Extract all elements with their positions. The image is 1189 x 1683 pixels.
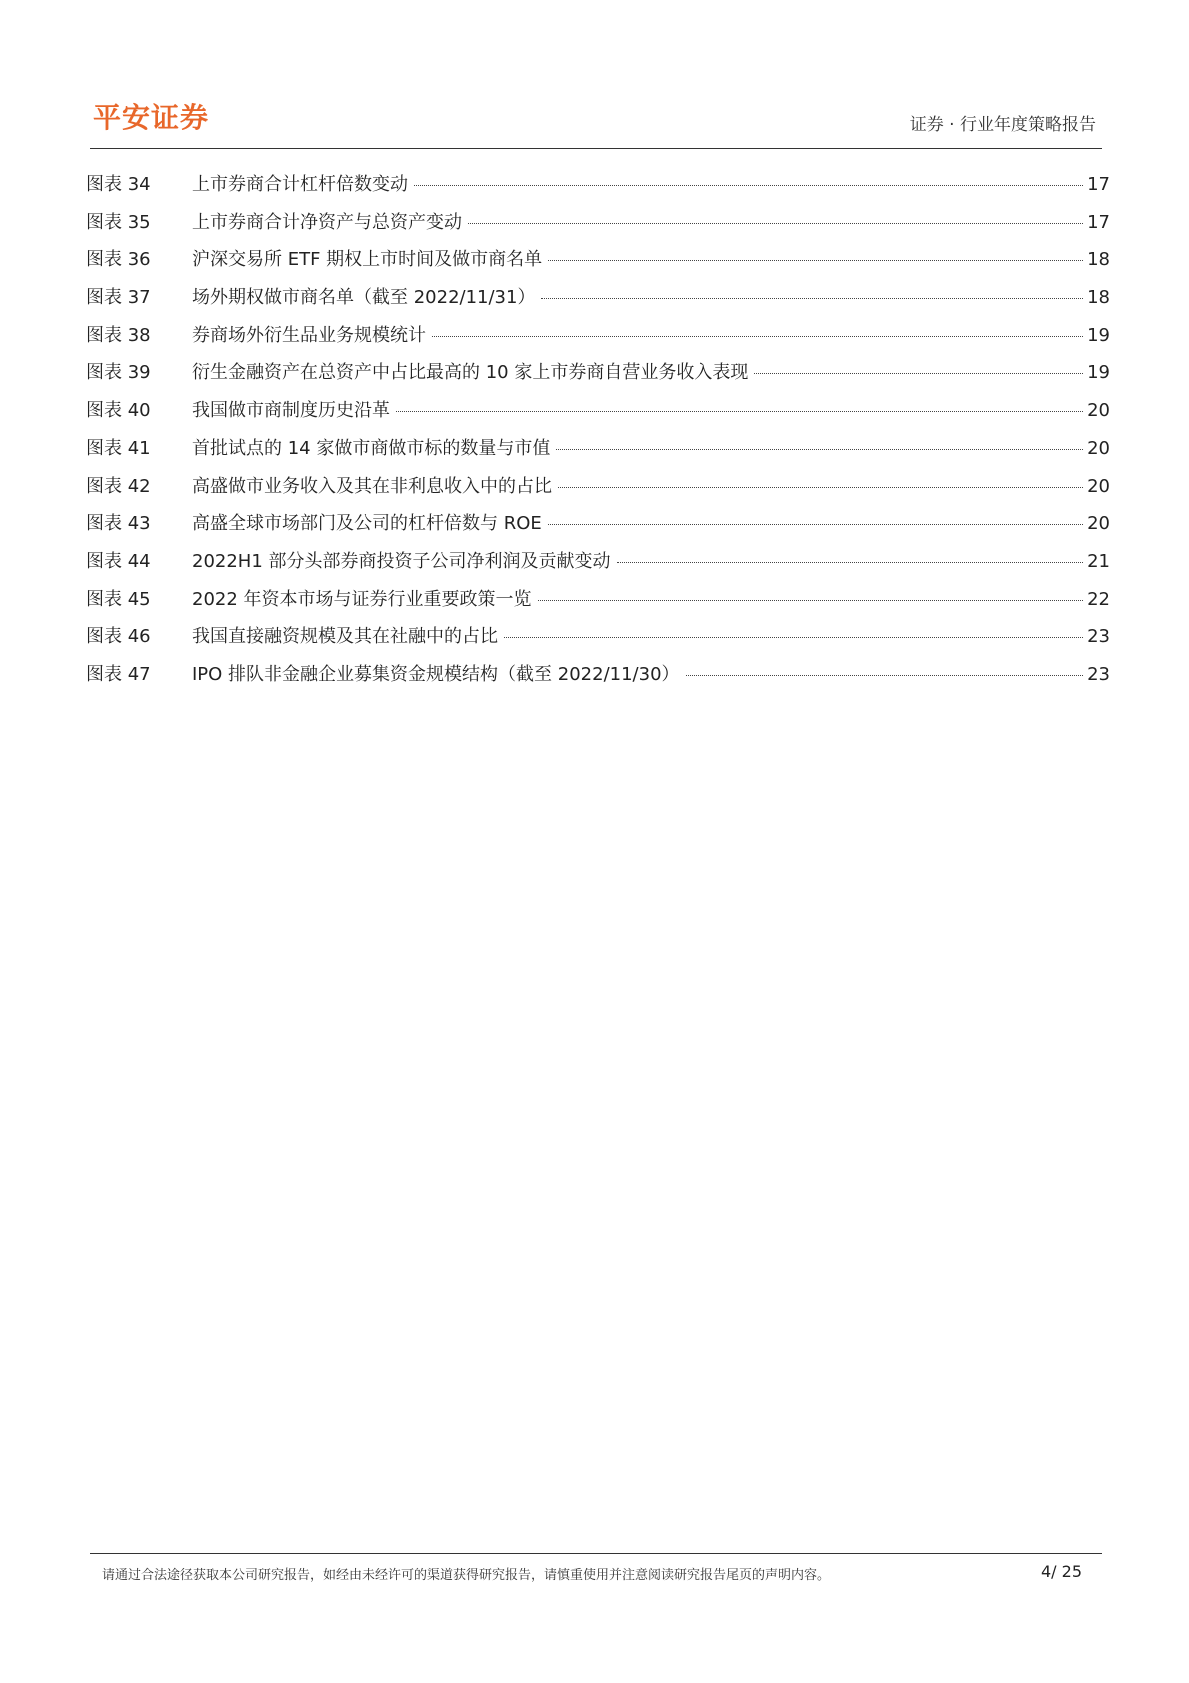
toc-dot-leader [548, 260, 1083, 261]
toc-entry-label: 图表 43 [86, 513, 151, 535]
toc-entry[interactable] [86, 509, 1110, 547]
toc-entry[interactable] [86, 622, 1110, 660]
toc-entry-page[interactable]: 17 [1087, 211, 1110, 233]
toc-entry-title[interactable]: 券商场外衍生品业务规模统计 [192, 324, 426, 346]
toc-entry-title[interactable]: 我国直接融资规模及其在社融中的占比 [192, 626, 498, 648]
toc-entry-page[interactable]: 17 [1087, 174, 1110, 195]
toc-entry-title[interactable]: 2022 年资本市场与证券行业重要政策一览 [192, 588, 532, 610]
toc-entry-title[interactable]: 衍生金融资产在总资产中占比最高的 10 家上市券商自营业务收入表现 [192, 362, 749, 384]
toc-dot-leader [686, 675, 1084, 676]
toc-entry-page[interactable]: 19 [1087, 324, 1110, 346]
toc-dot-leader [617, 562, 1084, 563]
toc-entry-page[interactable]: 23 [1087, 626, 1110, 648]
toc-entry-title[interactable]: 沪深交易所 ETF 期权上市时间及做市商名单 [192, 249, 543, 271]
footer-disclaimer: 请通过合法途径获取本公司研究报告，如经由未经许可的渠道获得研究报告，请慎重使用并注意阅读研究报告尾页的声明内容。 [102, 1568, 831, 1583]
toc-entry-title[interactable]: 上市券商合计净资产与总资产变动 [192, 211, 462, 233]
toc-entry-title[interactable]: 场外期权做市商名单（截至 2022/11/31） [192, 287, 536, 309]
toc-entry-title[interactable]: 高盛做市业务收入及其在非利息收入中的占比 [192, 475, 552, 497]
toc-entry[interactable] [86, 358, 1110, 396]
toc-entry-title[interactable]: 首批试点的 14 家做市商做市标的数量与市值 [192, 437, 551, 459]
toc-entry-label: 图表 40 [86, 400, 151, 422]
toc-entry-label: 图表 44 [86, 550, 151, 572]
toc-entry[interactable] [86, 434, 1110, 472]
toc-entry-page[interactable]: 18 [1087, 287, 1110, 309]
toc-entry[interactable] [86, 396, 1110, 434]
toc-entry-title[interactable]: 高盛全球市场部门及公司的杠杆倍数与 ROE [192, 513, 542, 535]
toc-dot-leader [548, 524, 1083, 525]
figure-index-list [86, 170, 1110, 698]
toc-dot-leader [558, 487, 1083, 488]
toc-dot-leader [541, 298, 1083, 299]
toc-entry-page[interactable]: 20 [1087, 475, 1110, 497]
toc-entry-title[interactable]: 上市券商合计杠杆倍数变动 [192, 174, 408, 195]
toc-dot-leader [468, 223, 1083, 224]
page-number: 4/ 25 [1040, 1562, 1082, 1581]
toc-entry-label: 图表 42 [86, 475, 151, 497]
toc-entry-page[interactable]: 20 [1087, 513, 1110, 535]
toc-entry[interactable] [86, 472, 1110, 510]
toc-entry-title[interactable]: IPO 排队非金融企业募集资金规模结构（截至 2022/11/30） [192, 663, 680, 685]
toc-dot-leader [556, 449, 1083, 450]
toc-entry[interactable] [86, 547, 1110, 585]
toc-entry-label: 图表 37 [86, 287, 151, 309]
toc-entry-title[interactable]: 我国做市商制度历史沿革 [192, 400, 390, 422]
toc-dot-leader [396, 411, 1083, 412]
toc-entry-page[interactable]: 18 [1087, 249, 1110, 271]
toc-entry[interactable] [86, 585, 1110, 623]
toc-entry-page[interactable]: 21 [1087, 550, 1110, 572]
toc-dot-leader [504, 637, 1083, 638]
toc-entry-label: 图表 46 [86, 626, 151, 648]
toc-entry[interactable] [86, 245, 1110, 283]
toc-entry-label: 图表 34 [86, 174, 151, 195]
toc-entry-page[interactable]: 22 [1087, 588, 1110, 610]
toc-entry-page[interactable]: 20 [1087, 400, 1110, 422]
toc-entry[interactable] [86, 660, 1110, 698]
toc-entry-label: 图表 38 [86, 324, 151, 346]
toc-dot-leader [414, 185, 1083, 186]
toc-entry-label: 图表 35 [86, 211, 151, 233]
toc-entry-label: 图表 45 [86, 588, 151, 610]
toc-dot-leader [432, 336, 1083, 337]
report-type-label: 证券 · 行业年度策略报告 [909, 115, 1096, 135]
toc-entry-page[interactable]: 19 [1087, 362, 1110, 384]
toc-entry[interactable] [86, 170, 1110, 208]
toc-entry-page[interactable]: 20 [1087, 437, 1110, 459]
toc-entry-label: 图表 36 [86, 249, 151, 271]
toc-entry-label: 图表 39 [86, 362, 151, 384]
toc-entry-label: 图表 41 [86, 437, 151, 459]
toc-entry-page[interactable]: 23 [1087, 663, 1110, 685]
page-header [90, 92, 1102, 149]
toc-entry[interactable] [86, 283, 1110, 321]
page-footer [90, 1553, 1102, 1594]
toc-dot-leader [538, 600, 1084, 601]
toc-dot-leader [754, 373, 1083, 374]
toc-entry-label: 图表 47 [86, 663, 151, 685]
toc-entry-title[interactable]: 2022H1 部分头部券商投资子公司净利润及贡献变动 [192, 550, 611, 572]
brand-logo: 平安证券 [93, 101, 210, 134]
toc-entry[interactable] [86, 208, 1110, 246]
toc-entry[interactable] [86, 321, 1110, 359]
